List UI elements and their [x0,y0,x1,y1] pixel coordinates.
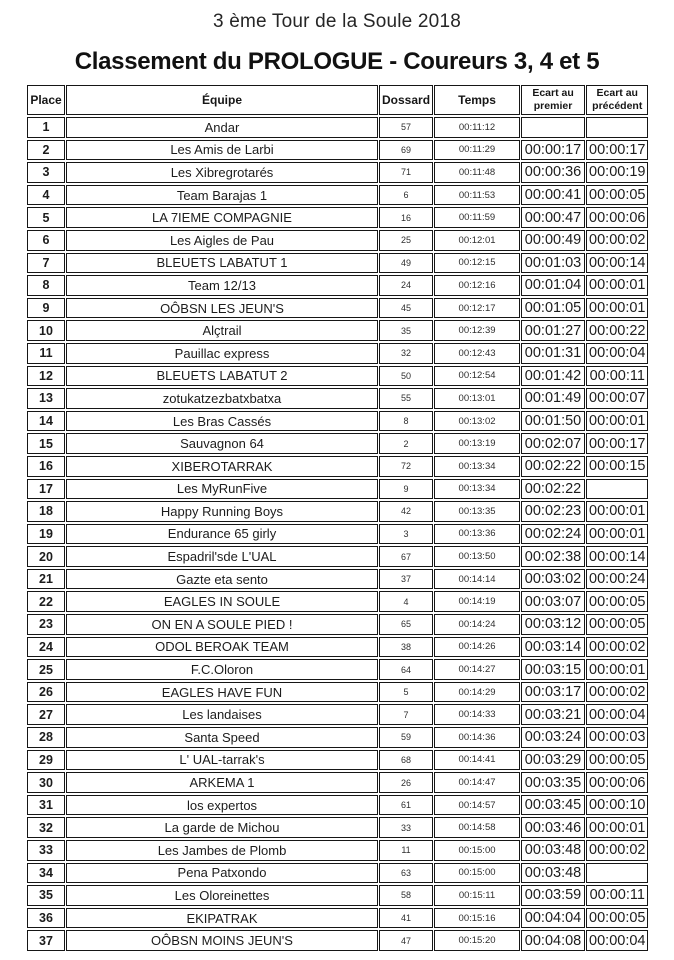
place-cell: 4 [27,185,65,206]
ecart-premier-cell: 00:02:22 [521,479,585,500]
ecart-precedent-cell: 00:00:17 [586,140,648,161]
ecart-premier-cell: 00:01:27 [521,320,585,341]
table-row [27,885,648,906]
ecart-precedent-cell: 00:00:10 [586,795,648,816]
place-cell: 20 [27,546,65,567]
equipe-cell: BLEUETS LABATUT 1 [66,253,378,274]
equipe-cell: EKIPATRAK [66,908,378,929]
table-row [27,637,648,658]
ecart-premier-cell: 00:03:14 [521,637,585,658]
place-cell: 35 [27,885,65,906]
equipe-cell: EAGLES IN SOULE [66,591,378,612]
ecart-premier-cell: 00:03:17 [521,682,585,703]
ecart-premier-cell: 00:03:12 [521,614,585,635]
equipe-cell: La garde de Michou [66,817,378,838]
equipe-cell: ON EN A SOULE PIED ! [66,614,378,635]
equipe-cell: Les landaises [66,704,378,725]
equipe-cell: Les Xibregrotarés [66,162,378,183]
ecart-precedent-cell: 00:00:05 [586,185,648,206]
equipe-cell: ARKEMA 1 [66,772,378,793]
equipe-cell: Happy Running Boys [66,501,378,522]
ecart-premier-cell: 00:01:03 [521,253,585,274]
table-row [27,524,648,545]
temps-cell: 00:11:48 [434,162,520,183]
column-header-temps: Temps [434,85,520,115]
dossard-cell: 16 [379,207,433,228]
ecart-precedent-cell: 00:00:24 [586,569,648,590]
equipe-cell: L' UAL-tarrak's [66,750,378,771]
equipe-cell: Andar [66,117,378,138]
ecart-premier-cell: 00:04:04 [521,908,585,929]
equipe-cell: BLEUETS LABATUT 2 [66,366,378,387]
equipe-cell: Les MyRunFive [66,479,378,500]
ecart-premier-cell: 00:00:49 [521,230,585,251]
equipe-cell: zotukatzezbatxbatxa [66,388,378,409]
place-cell: 36 [27,908,65,929]
dossard-cell: 38 [379,637,433,658]
equipe-cell: Pena Patxondo [66,863,378,884]
temps-cell: 00:15:20 [434,930,520,951]
place-cell: 9 [27,298,65,319]
place-cell: 12 [27,366,65,387]
dossard-cell: 71 [379,162,433,183]
ecart-premier-cell: 00:00:36 [521,162,585,183]
temps-cell: 00:13:36 [434,524,520,545]
temps-cell: 00:13:02 [434,411,520,432]
ecart-precedent-cell: 00:00:19 [586,162,648,183]
page-title: 3 ème Tour de la Soule 2018 [212,11,461,32]
ecart-premier-cell: 00:03:46 [521,817,585,838]
dossard-cell: 37 [379,569,433,590]
results-table [26,83,649,953]
ecart-precedent-cell: 00:00:01 [586,524,648,545]
ecart-precedent-cell: 00:00:06 [586,772,648,793]
temps-cell: 00:12:16 [434,275,520,296]
dossard-cell: 72 [379,456,433,477]
temps-cell: 00:12:39 [434,320,520,341]
place-cell: 8 [27,275,65,296]
ecart-precedent-cell [586,479,648,500]
ecart-premier-cell: 00:03:35 [521,772,585,793]
equipe-cell: Endurance 65 girly [66,524,378,545]
equipe-cell: ODOL BEROAK TEAM [66,637,378,658]
ecart-premier-cell: 00:03:07 [521,591,585,612]
temps-cell: 00:14:33 [434,704,520,725]
dossard-cell: 58 [379,885,433,906]
equipe-cell: LA 7IEME COMPAGNIE [66,207,378,228]
ecart-precedent-cell: 00:00:04 [586,704,648,725]
table-row [27,501,648,522]
place-cell: 28 [27,727,65,748]
table-row [27,411,648,432]
temps-cell: 00:15:00 [434,863,520,884]
table-row [27,253,648,274]
ecart-precedent-cell: 00:00:01 [586,659,648,680]
place-cell: 3 [27,162,65,183]
dossard-cell: 55 [379,388,433,409]
equipe-cell: Sauvagnon 64 [66,433,378,454]
place-cell: 24 [27,637,65,658]
temps-cell: 00:13:34 [434,456,520,477]
place-cell: 37 [27,930,65,951]
ecart-precedent-cell: 00:00:17 [586,433,648,454]
temps-cell: 00:15:16 [434,908,520,929]
dossard-cell: 49 [379,253,433,274]
ecart-premier-cell [521,117,585,138]
header-row [27,85,648,115]
dossard-cell: 5 [379,682,433,703]
table-row [27,479,648,500]
ecart-premier-cell: 00:01:04 [521,275,585,296]
equipe-cell: los expertos [66,795,378,816]
column-header-dossard: Dossard [379,85,433,115]
ecart-precedent-cell: 00:00:14 [586,546,648,567]
column-header-ecart-precedent: Ecart au précédent [586,85,648,115]
ecart-premier-cell: 00:03:45 [521,795,585,816]
temps-cell: 00:14:41 [434,750,520,771]
table-row [27,298,648,319]
place-cell: 11 [27,343,65,364]
ecart-precedent-cell: 00:00:02 [586,682,648,703]
place-cell: 34 [27,863,65,884]
ecart-precedent-cell: 00:00:01 [586,817,648,838]
page-subtitle: Classement du PROLOGUE - Coureurs 3, 4 et 5 [74,48,600,75]
temps-cell: 00:13:01 [434,388,520,409]
table-row [27,117,648,138]
equipe-cell: Team 12/13 [66,275,378,296]
temps-cell: 00:12:15 [434,253,520,274]
ecart-precedent-cell: 00:00:04 [586,930,648,951]
ecart-precedent-cell: 00:00:01 [586,411,648,432]
table-row [27,930,648,951]
ecart-premier-cell: 00:03:24 [521,727,585,748]
table-row [27,727,648,748]
place-cell: 23 [27,614,65,635]
ecart-precedent-cell: 00:00:03 [586,727,648,748]
ecart-premier-cell: 00:01:42 [521,366,585,387]
place-cell: 19 [27,524,65,545]
ecart-precedent-cell: 00:00:04 [586,343,648,364]
table-row [27,591,648,612]
ecart-premier-cell: 00:03:21 [521,704,585,725]
table-row [27,795,648,816]
ecart-premier-cell: 00:02:24 [521,524,585,545]
temps-cell: 00:12:17 [434,298,520,319]
equipe-cell: OÔBSN LES JEUN'S [66,298,378,319]
dossard-cell: 42 [379,501,433,522]
dossard-cell: 7 [379,704,433,725]
temps-cell: 00:14:47 [434,772,520,793]
ecart-premier-cell: 00:03:29 [521,750,585,771]
ecart-premier-cell: 00:02:22 [521,456,585,477]
ecart-precedent-cell: 00:00:02 [586,637,648,658]
ecart-premier-cell: 00:03:59 [521,885,585,906]
place-cell: 15 [27,433,65,454]
temps-cell: 00:15:00 [434,840,520,861]
place-cell: 7 [27,253,65,274]
ecart-premier-cell: 00:01:05 [521,298,585,319]
ecart-premier-cell: 00:01:50 [521,411,585,432]
dossard-cell: 11 [379,840,433,861]
table-row [27,750,648,771]
equipe-cell: F.C.Oloron [66,659,378,680]
dossard-cell: 3 [379,524,433,545]
temps-cell: 00:14:24 [434,614,520,635]
temps-cell: 00:13:50 [434,546,520,567]
place-cell: 31 [27,795,65,816]
dossard-cell: 50 [379,366,433,387]
place-cell: 27 [27,704,65,725]
temps-cell: 00:14:57 [434,795,520,816]
table-row [27,456,648,477]
ecart-precedent-cell: 00:00:14 [586,253,648,274]
equipe-cell: Les Amis de Larbi [66,140,378,161]
dossard-cell: 61 [379,795,433,816]
dossard-cell: 64 [379,659,433,680]
place-cell: 25 [27,659,65,680]
temps-cell: 00:12:43 [434,343,520,364]
place-cell: 22 [27,591,65,612]
table-header [27,85,648,115]
table-row [27,863,648,884]
equipe-cell: Santa Speed [66,727,378,748]
temps-cell: 00:11:12 [434,117,520,138]
temps-cell: 00:14:29 [434,682,520,703]
place-cell: 17 [27,479,65,500]
dossard-cell: 65 [379,614,433,635]
dossard-cell: 25 [379,230,433,251]
equipe-cell: Les Oloreinettes [66,885,378,906]
equipe-cell: Les Bras Cassés [66,411,378,432]
ecart-precedent-cell: 00:00:06 [586,207,648,228]
table-row [27,817,648,838]
temps-cell: 00:14:27 [434,659,520,680]
equipe-cell: Team Barajas 1 [66,185,378,206]
temps-cell: 00:13:34 [434,479,520,500]
place-cell: 5 [27,207,65,228]
place-cell: 33 [27,840,65,861]
equipe-cell: OÔBSN MOINS JEUN'S [66,930,378,951]
dossard-cell: 2 [379,433,433,454]
dossard-cell: 32 [379,343,433,364]
ecart-precedent-cell: 00:00:01 [586,275,648,296]
table-row [27,366,648,387]
equipe-cell: XIBEROTARRAK [66,456,378,477]
place-cell: 6 [27,230,65,251]
ecart-precedent-cell: 00:00:01 [586,298,648,319]
ecart-premier-cell: 00:04:08 [521,930,585,951]
temps-cell: 00:12:54 [434,366,520,387]
table-row [27,682,648,703]
table-row [27,546,648,567]
ecart-precedent-cell: 00:00:05 [586,908,648,929]
dossard-cell: 57 [379,117,433,138]
dossard-cell: 41 [379,908,433,929]
ecart-precedent-cell: 00:00:02 [586,230,648,251]
temps-cell: 00:14:26 [434,637,520,658]
equipe-cell: EAGLES HAVE FUN [66,682,378,703]
ecart-premier-cell: 00:00:17 [521,140,585,161]
ecart-premier-cell: 00:00:47 [521,207,585,228]
place-cell: 13 [27,388,65,409]
temps-cell: 00:14:14 [434,569,520,590]
ecart-precedent-cell: 00:00:05 [586,614,648,635]
table-row [27,343,648,364]
table-row [27,772,648,793]
ecart-premier-cell: 00:02:23 [521,501,585,522]
temps-cell: 00:14:19 [434,591,520,612]
dossard-cell: 69 [379,140,433,161]
table-row [27,840,648,861]
ecart-precedent-cell [586,863,648,884]
equipe-cell: Espadril'sde L'UAL [66,546,378,567]
temps-cell: 00:11:53 [434,185,520,206]
ecart-premier-cell: 00:03:15 [521,659,585,680]
dossard-cell: 4 [379,591,433,612]
dossard-cell: 68 [379,750,433,771]
temps-cell: 00:13:35 [434,501,520,522]
equipe-cell: Gazte eta sento [66,569,378,590]
dossard-cell: 8 [379,411,433,432]
ecart-premier-cell: 00:02:07 [521,433,585,454]
place-cell: 29 [27,750,65,771]
dossard-cell: 63 [379,863,433,884]
table-row [27,140,648,161]
table-row [27,614,648,635]
temps-cell: 00:12:01 [434,230,520,251]
table-row [27,659,648,680]
table-row [27,704,648,725]
place-cell: 21 [27,569,65,590]
dossard-cell: 33 [379,817,433,838]
ecart-precedent-cell: 00:00:02 [586,840,648,861]
results-tbody [27,117,648,951]
place-cell: 32 [27,817,65,838]
table-row [27,185,648,206]
table-row [27,320,648,341]
equipe-cell: Pauillac express [66,343,378,364]
temps-cell: 00:14:58 [434,817,520,838]
place-cell: 26 [27,682,65,703]
place-cell: 30 [27,772,65,793]
table-row [27,388,648,409]
ecart-precedent-cell: 00:00:05 [586,750,648,771]
ecart-premier-cell: 00:03:48 [521,840,585,861]
temps-cell: 00:11:59 [434,207,520,228]
ecart-premier-cell: 00:01:49 [521,388,585,409]
dossard-cell: 9 [379,479,433,500]
ecart-precedent-cell [586,117,648,138]
place-cell: 1 [27,117,65,138]
ecart-precedent-cell: 00:00:15 [586,456,648,477]
ecart-precedent-cell: 00:00:05 [586,591,648,612]
ecart-premier-cell: 00:03:02 [521,569,585,590]
table-row [27,569,648,590]
column-header-ecart-premier: Ecart au premier [521,85,585,115]
table-row [27,230,648,251]
temps-cell: 00:15:11 [434,885,520,906]
temps-cell: 00:11:29 [434,140,520,161]
dossard-cell: 47 [379,930,433,951]
ecart-precedent-cell: 00:00:11 [586,366,648,387]
table-row [27,207,648,228]
temps-cell: 00:14:36 [434,727,520,748]
dossard-cell: 59 [379,727,433,748]
place-cell: 14 [27,411,65,432]
equipe-cell: Les Jambes de Plomb [66,840,378,861]
equipe-cell: Les Aigles de Pau [66,230,378,251]
table-row [27,908,648,929]
table-row [27,162,648,183]
table-row [27,433,648,454]
dossard-cell: 35 [379,320,433,341]
table-row [27,275,648,296]
ecart-precedent-cell: 00:00:22 [586,320,648,341]
dossard-cell: 24 [379,275,433,296]
ecart-premier-cell: 00:02:38 [521,546,585,567]
ecart-premier-cell: 00:01:31 [521,343,585,364]
column-header-place: Place [27,85,65,115]
ecart-premier-cell: 00:00:41 [521,185,585,206]
dossard-cell: 26 [379,772,433,793]
place-cell: 10 [27,320,65,341]
equipe-cell: Alçtrail [66,320,378,341]
place-cell: 16 [27,456,65,477]
ecart-precedent-cell: 00:00:11 [586,885,648,906]
ecart-precedent-cell: 00:00:07 [586,388,648,409]
ecart-precedent-cell: 00:00:01 [586,501,648,522]
column-header-equipe: Équipe [66,85,378,115]
dossard-cell: 67 [379,546,433,567]
ecart-premier-cell: 00:03:48 [521,863,585,884]
temps-cell: 00:13:19 [434,433,520,454]
place-cell: 18 [27,501,65,522]
place-cell: 2 [27,140,65,161]
dossard-cell: 6 [379,185,433,206]
dossard-cell: 45 [379,298,433,319]
